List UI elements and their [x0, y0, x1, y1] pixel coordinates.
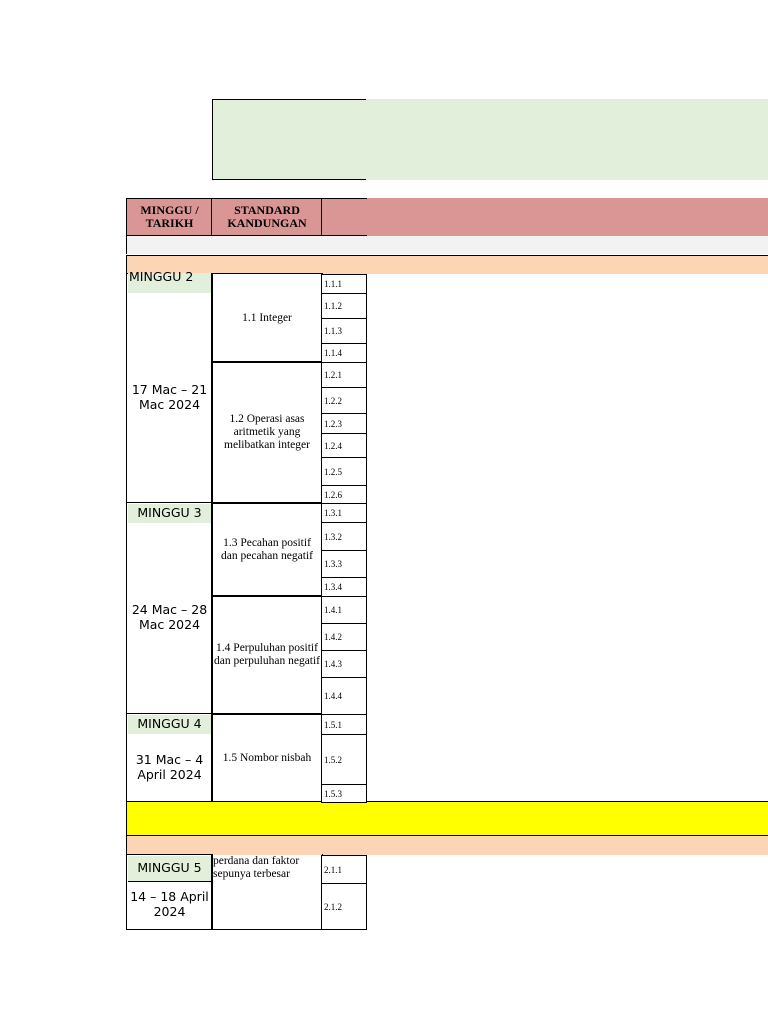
- code-cell: [321, 677, 367, 715]
- code-cell: [321, 485, 367, 504]
- standard-1-3: 1.3 Pecahan positif dan pecahan negatif: [211, 502, 323, 597]
- code-label: 1.2.5: [324, 466, 342, 477]
- standard-2-1-text: perdana dan faktor sepunya terbesar: [213, 855, 300, 880]
- code-cell: [321, 293, 367, 319]
- week-label-4: MINGGU 4: [128, 715, 211, 734]
- code-label: 1.5.1: [324, 719, 342, 730]
- code-cell: [321, 623, 367, 651]
- standard-1-5: 1.5 Nombor nisbah: [211, 713, 323, 803]
- code-label: 1.2.3: [324, 418, 342, 429]
- standard-1-2: 1.2 Operasi asas aritmetik yang melibatkan integer: [211, 361, 323, 504]
- header-col3: [321, 198, 367, 236]
- code-cell: [321, 318, 367, 344]
- code-cell: [321, 503, 367, 523]
- code-cell: [321, 883, 367, 930]
- code-cell: [321, 433, 367, 458]
- week-date-4: 31 Mac – 4 April 2024: [135, 752, 204, 782]
- code-cell: [321, 387, 367, 414]
- code-cell: [321, 274, 367, 294]
- code-cell: [321, 714, 367, 735]
- code-cell: [321, 343, 367, 363]
- title-box: [212, 99, 368, 180]
- code-label: 1.1.2: [324, 301, 342, 311]
- code-label: 1.2.6: [324, 489, 342, 500]
- code-label: 1.4.1: [324, 605, 342, 615]
- code-label: 1.2.4: [324, 440, 342, 451]
- code-label: 1.1.1: [324, 279, 342, 289]
- code-cell: [321, 650, 367, 678]
- code-label: 1.5.2: [324, 754, 342, 765]
- code-label: 1.3.4: [324, 582, 342, 592]
- peach-band-2: [126, 836, 768, 855]
- code-cell: [321, 596, 367, 624]
- code-cell: [321, 413, 367, 434]
- peach-band-1: [126, 255, 768, 274]
- code-cell: [321, 784, 367, 803]
- code-cell: [321, 734, 367, 785]
- header-minggu-tarikh: MINGGU / TARIKH: [126, 198, 213, 236]
- code-label: 1.5.3: [324, 788, 342, 799]
- week-label-2: MINGGU 2: [128, 273, 211, 293]
- code-cell: [321, 522, 367, 551]
- code-label: 1.2.1: [324, 370, 342, 380]
- code-cell: [321, 550, 367, 578]
- week-date-2: 17 Mac – 21 Mac 2024: [131, 382, 208, 412]
- standard-1-4: 1.4 Perpuluhan positif dan perpuluhan negatif: [211, 595, 323, 715]
- code-label: 1.4.2: [324, 632, 342, 642]
- code-label: 1.4.3: [324, 659, 342, 669]
- code-label: 1.1.3: [324, 326, 342, 336]
- week-label-5: MINGGU 5: [128, 856, 211, 882]
- week-date-5: 14 – 18 April 2024: [130, 889, 209, 919]
- code-label: 2.1.2: [324, 901, 342, 912]
- code-cell: [321, 577, 367, 597]
- code-label: 1.3.2: [324, 531, 342, 542]
- code-label: 1.4.4: [324, 691, 342, 701]
- code-cell: [321, 855, 367, 884]
- code-label: 2.1.1: [324, 864, 342, 875]
- week-label-3: MINGGU 3: [128, 504, 211, 523]
- code-cell: [321, 362, 367, 388]
- header-standard-kandungan: STANDARD KANDUNGAN: [211, 198, 323, 236]
- grey-band: [126, 236, 768, 254]
- standard-1-1: 1.1 Integer: [211, 273, 323, 363]
- code-label: 1.1.4: [324, 348, 342, 358]
- code-cell: [321, 457, 367, 486]
- title-band: [366, 99, 768, 180]
- code-label: 1.2.2: [324, 395, 342, 406]
- code-label: 1.3.3: [324, 559, 342, 569]
- week-date-3: 24 Mac – 28 Mac 2024: [131, 602, 208, 632]
- holiday-band: [126, 801, 768, 836]
- code-label: 1.3.1: [324, 508, 342, 518]
